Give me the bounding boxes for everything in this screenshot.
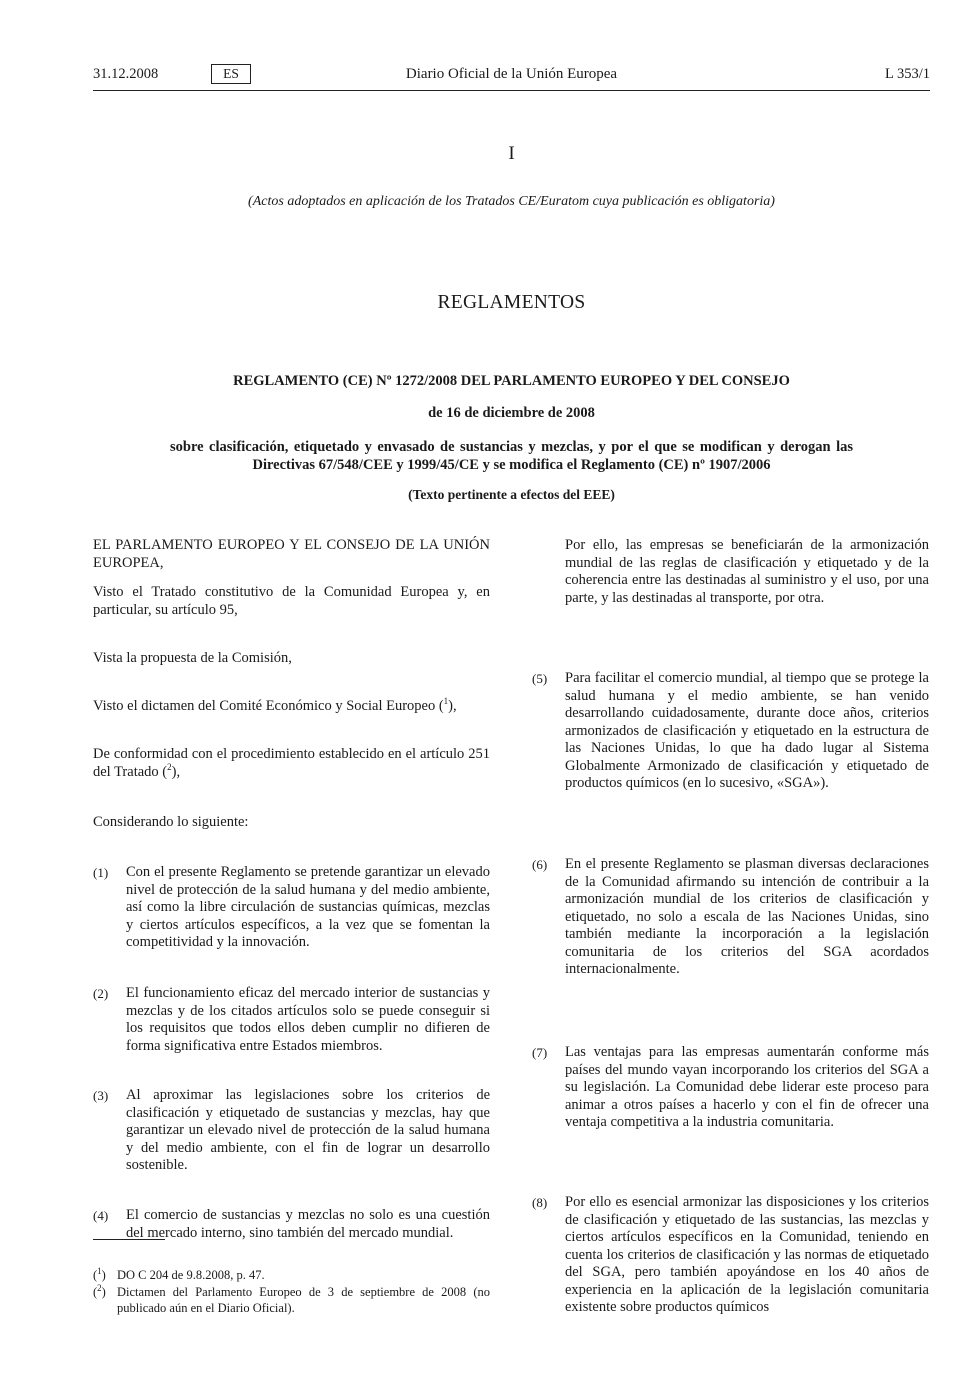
recital-text: En el presente Reglamento se plasman diversas declaraciones de la Comunidad afirmando su intención de contribuir a la armonización mundial de los criterios de clasificación y etiquetado, no solo a escala de las Naciones Unidas, sino también mediante la incorporación a la legislación comunitaria de los criterios del SGA acordados internacionalmente. — [565, 856, 929, 977]
preamble-visto-dictamen — [93, 698, 490, 716]
footnote-ref-1[interactable]: 1 — [443, 696, 449, 707]
recital-text: Para facilitar el comercio mundial, al tiempo que se protege la salud humana y el medio ambiente, se han venido desarrollando cuidadosamente, durante doce años, criterios armonizados de clasificación y etiquetado en la estructura de las Naciones Unidas, lo que ha dado lugar al Sistema Globalmente Armonizado de clasificación y etiquetado de productos químicos (en lo sucesivo, «SGA»). — [565, 670, 929, 791]
header-divider — [93, 90, 930, 91]
preamble-vista-propuesta: Vista la propuesta de la Comisión, — [93, 650, 292, 666]
considerando-intro: Considerando lo siguiente: — [93, 814, 249, 830]
regulation-date: de 16 de diciembre de 2008 — [428, 405, 595, 421]
footnote-divider — [93, 1239, 165, 1240]
journal-title: Diario Oficial de la Unión Europea — [405, 66, 618, 82]
recital-number: (6) — [532, 857, 548, 872]
footnote-ref-2[interactable]: 2 — [167, 761, 172, 772]
section-heading: REGLAMENTOS — [437, 292, 586, 313]
recital-number: (5) — [532, 671, 548, 686]
publication-date: 31.12.2008 — [93, 66, 159, 82]
conformidad-text: De conformidad con el procedimiento establecido en el artículo 251 del Tratado ( — [93, 746, 490, 780]
preamble-visto-tratado: Visto el Tratado constitutivo de la Comunidad Europea y, en particular, su artículo 95, — [93, 584, 490, 618]
language-badge: ES — [211, 64, 251, 84]
recital-number: (7) — [532, 1045, 548, 1060]
recital-number: (2) — [93, 986, 109, 1001]
recital-text: Las ventajas para las empresas aumentarán conforme más países del mundo vayan incorporando los criterios del SGA a su legislación. La Comunidad debe liderar este proceso para animar a otros países a hacerlo y con el fin de ofrecer una ventaja competitiva a la industria comunitaria. — [565, 1044, 929, 1130]
preamble-intro: EL PARLAMENTO EUROPEO Y EL CONSEJO DE LA UNIÓN EUROPEA, — [93, 537, 490, 571]
regulation-title: REGLAMENTO (CE) Nº 1272/2008 DEL PARLAMENTO EUROPEO Y DEL CONSEJO — [233, 373, 790, 389]
page-number: L 353/1 — [885, 66, 930, 82]
recital-number: (4) — [93, 1208, 109, 1223]
preamble-conformidad — [93, 746, 490, 781]
dictamen-end: ), — [448, 698, 457, 714]
conformidad-end: ), — [171, 763, 181, 780]
footnote-mark: ($^2$) — [93, 1282, 106, 1299]
recital-number: (3) — [93, 1088, 109, 1103]
page-header — [93, 64, 930, 86]
recital-text: Por ello es esencial armonizar las disposiciones y los criterios de clasificación y etiquetado de las sustancias, las mezclas y ciertos artículos específicos en la Comunidad, teniendo en cuenta los criterios de clasificación y las normas de etiquetado del SGA, pero también apoyándose en los 40 años de experiencia en la aplicación de la legislación comunitaria existente sobre productos químicos — [565, 1194, 929, 1315]
recital-text: El comercio de sustancias y mezclas no solo es una cuestión del mercado interno, sino también del mercado mundial. — [126, 1207, 490, 1241]
recital-number: (8) — [532, 1195, 548, 1210]
section-subtitle: (Actos adoptados en aplicación de los Tratados CE/Euratom cuya publicación es obligatoria) — [248, 194, 775, 209]
recital-text: Con el presente Reglamento se pretende garantizar un elevado nivel de protección de la salud humana y del medio ambiente, así como la libre circulación de sustancias químicas, mezclas y ciertos artículos específicos, a la vez que se fomentan la competitividad y la innovación. — [126, 864, 490, 950]
recital-number: (1) — [93, 865, 109, 880]
regulation-subject: sobre clasificación, etiquetado y envasado de sustancias y mezclas, y por el que se modifican y derogan las Directivas 67/548/CEE y 1999/45/CE y se modifica el Reglamento (CE) nº 1907/2006 — [170, 439, 853, 473]
recital-text: El funcionamiento eficaz del mercado interior de sustancias y mezclas y de los citados artículos solo se puede conseguir si los requisitos que todos ellos deben cumplir no difieren de forma significativa entre Estados miembros. — [126, 985, 490, 1054]
footnote-mark: ($^1$) — [93, 1265, 106, 1282]
eee-note: (Texto pertinente a efectos del EEE) — [408, 487, 615, 502]
recital-4-continuation: Por ello, las empresas se beneficiarán de la armonización mundial de las reglas de clasificación y etiquetado y de la coherencia entre las destinadas al suministro y el uso, por una parte, y las destinadas al transporte, por otra. — [565, 537, 929, 606]
dictamen-text: Visto el dictamen del Comité Económico y Social Europeo ( — [93, 698, 444, 714]
footnote-text: Dictamen del Parlamento Europeo de 3 de septiembre de 2008 (no publicado aún en el Diario Oficial). — [117, 1285, 490, 1315]
section-roman-numeral: I — [508, 143, 515, 164]
footnote-text: DO C 204 de 9.8.2008, p. 47. — [117, 1268, 265, 1282]
recital-text: Al aproximar las legislaciones sobre los criterios de clasificación y etiquetado de sustancias y mezclas, hay que garantizar un elevado nivel de protección de la salud humana y del medio ambiente, con el fin de lograr un desarrollo sostenible. — [126, 1087, 490, 1173]
